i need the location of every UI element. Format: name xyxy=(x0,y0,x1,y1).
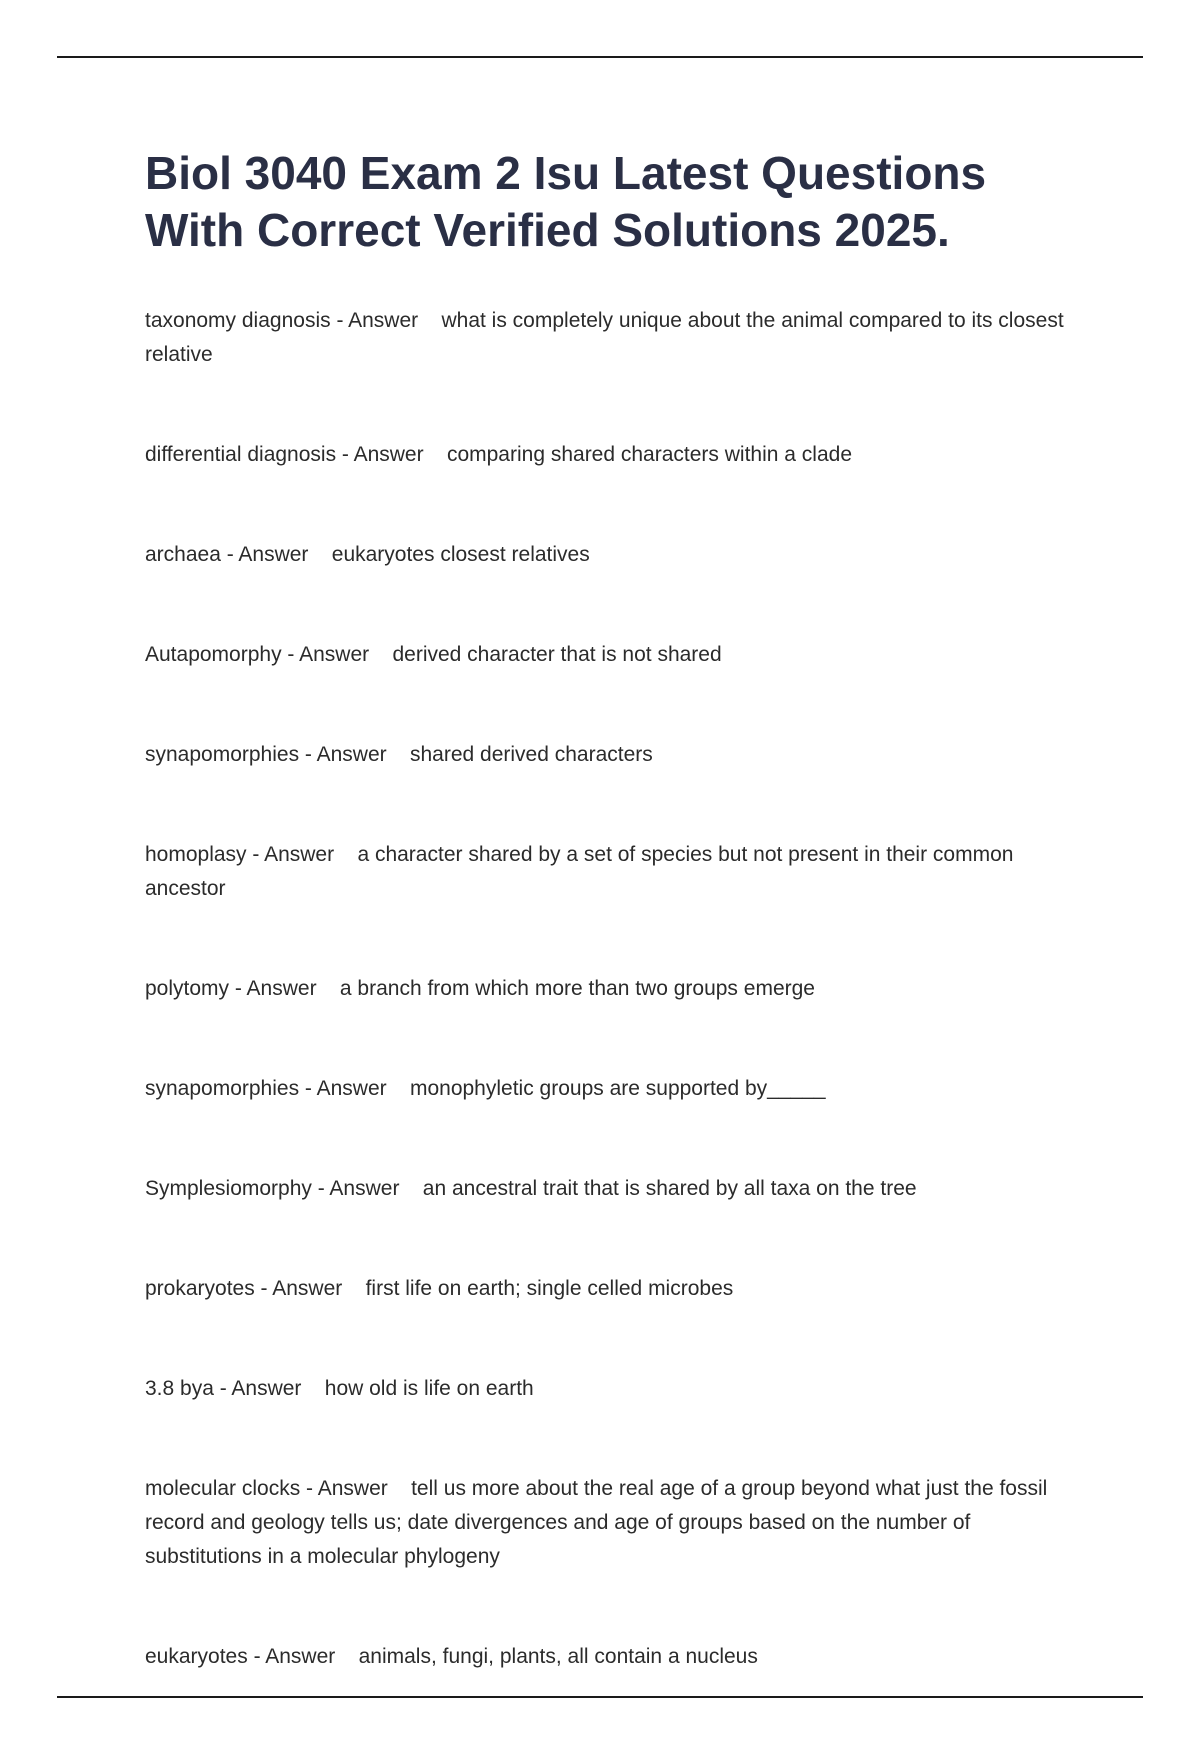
qa-item xyxy=(145,738,1075,772)
qa-item xyxy=(145,1172,1075,1206)
qa-answer: a character shared by a set of species but not present in their common ancestor xyxy=(145,843,1014,900)
qa-answer: monophyletic groups are supported by_____ xyxy=(409,1077,826,1100)
qa-term: 3.8 bya xyxy=(145,1377,214,1400)
qa-term: polytomy xyxy=(145,977,230,1000)
qa-item xyxy=(145,1272,1075,1306)
qa-item xyxy=(145,972,1075,1006)
answer-separator: - Answer xyxy=(254,1277,366,1300)
qa-term: taxonomy diagnosis xyxy=(145,309,331,332)
qa-answer: a branch from which more than two groups emerge xyxy=(339,977,815,1000)
qa-term: synapomorphies xyxy=(145,743,300,766)
qa-item xyxy=(145,304,1075,372)
qa-item xyxy=(145,1372,1075,1406)
qa-term: Autapomorphy xyxy=(145,643,282,666)
answer-separator: - Answer xyxy=(311,1177,423,1200)
qa-item xyxy=(145,1640,1075,1674)
answer-separator: - Answer xyxy=(300,1477,412,1500)
qa-item xyxy=(145,538,1075,572)
answer-separator: - Answer xyxy=(281,643,393,666)
answer-separator: - Answer xyxy=(247,1645,359,1668)
qa-term: prokaryotes xyxy=(145,1277,255,1300)
qa-term: homoplasy xyxy=(145,843,247,866)
answer-separator: - Answer xyxy=(213,1377,325,1400)
qa-item xyxy=(145,438,1075,472)
qa-answer: an ancestral trait that is shared by all taxa on the tree xyxy=(422,1177,917,1200)
qa-term: synapomorphies xyxy=(145,1077,300,1100)
qa-item xyxy=(145,1072,1075,1106)
qa-term: differential diagnosis xyxy=(145,443,337,466)
qa-answer: eukaryotes closest relatives xyxy=(331,543,590,566)
qa-term: archaea xyxy=(145,543,221,566)
qa-answer: what is completely unique about the animal compared to its closest relative xyxy=(145,309,1064,366)
answer-separator: - Answer xyxy=(299,1077,410,1100)
document-title: Biol 3040 Exam 2 Isu Latest Questions With Correct Verified Solutions 2025. xyxy=(145,147,987,256)
bottom-divider xyxy=(57,1696,1143,1698)
answer-separator: - Answer xyxy=(330,309,442,332)
top-divider xyxy=(57,56,1143,58)
answer-separator: - Answer xyxy=(299,743,410,766)
answer-separator: - Answer xyxy=(336,443,447,466)
qa-term: Symplesiomorphy xyxy=(145,1177,312,1200)
qa-item xyxy=(145,1472,1075,1574)
qa-answer: tell us more about the real age of a group beyond what just the fossil record and geology tells us; date divergences and age of groups based on the number of substitutions in a molecular phylogeny xyxy=(145,1477,1048,1568)
qa-term: eukaryotes xyxy=(145,1645,248,1668)
qa-item xyxy=(145,638,1075,672)
qa-term: molecular clocks xyxy=(145,1477,301,1500)
qa-list xyxy=(145,304,1075,1740)
qa-answer: comparing shared characters within a clade xyxy=(446,443,852,466)
answer-separator: - Answer xyxy=(229,977,340,1000)
answer-separator: - Answer xyxy=(220,543,332,566)
qa-item xyxy=(145,838,1075,906)
qa-answer: animals, fungi, plants, all contain a nucleus xyxy=(358,1645,758,1668)
qa-answer: first life on earth; single celled microbes xyxy=(365,1277,734,1300)
qa-answer: shared derived characters xyxy=(409,743,653,766)
answer-separator: - Answer xyxy=(246,843,358,866)
qa-answer: how old is life on earth xyxy=(324,1377,534,1400)
qa-answer: derived character that is not shared xyxy=(392,643,722,666)
